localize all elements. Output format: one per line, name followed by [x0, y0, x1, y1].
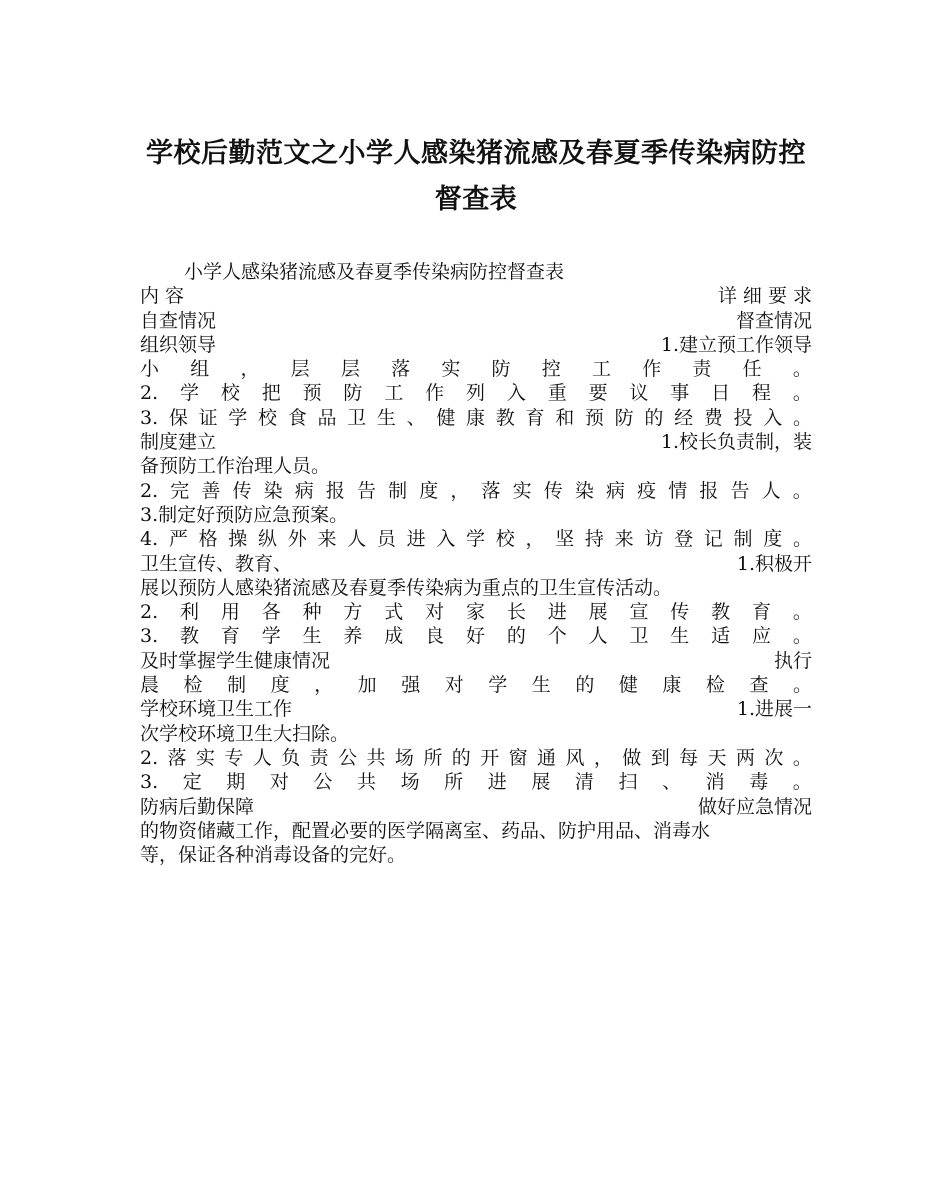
- header-content: 内 容: [140, 285, 185, 308]
- text-glyph: 公: [313, 771, 333, 794]
- section-system-item4: [140, 527, 812, 551]
- header-row-2: [140, 309, 812, 333]
- text-glyph: 教: [179, 625, 199, 648]
- section-health-row: [140, 649, 812, 673]
- text-glyph: 外: [287, 528, 307, 551]
- section-system-item3: 3.制定好预防应急预案。: [140, 503, 349, 526]
- text-glyph: 落: [167, 746, 187, 769]
- text-glyph: 扫: [618, 771, 638, 794]
- text-glyph: 对: [269, 771, 289, 794]
- section-environment-label: 学校环境卫生工作: [140, 698, 293, 721]
- text-glyph: 2.: [140, 382, 159, 405]
- text-glyph: 专: [224, 746, 244, 769]
- header-inspection: 督查情况: [735, 309, 812, 332]
- section-environment-item1-start: 1.进展一: [736, 698, 812, 721]
- section-org-row: [140, 333, 812, 357]
- text-glyph: 生: [376, 406, 396, 429]
- section-education-item3: [140, 624, 812, 648]
- text-glyph: 工: [384, 382, 404, 405]
- section-environment-row: [140, 697, 812, 721]
- text-glyph: 种: [302, 601, 322, 624]
- text-glyph: 到: [650, 746, 670, 769]
- text-glyph: 度: [270, 674, 290, 697]
- document-title-line2: 督查表: [434, 184, 518, 215]
- text-glyph: 每: [679, 746, 699, 769]
- text-glyph: 证: [198, 406, 218, 429]
- text-glyph: 共: [366, 746, 386, 769]
- text-glyph: 和: [555, 406, 575, 429]
- text-glyph: 对: [444, 674, 464, 697]
- text-glyph: 事: [670, 382, 690, 405]
- text-glyph: 强: [401, 674, 421, 697]
- text-glyph: 学: [466, 528, 486, 551]
- section-system-item2: [140, 479, 812, 503]
- text-glyph: 健: [436, 406, 456, 429]
- text-glyph: 持: [584, 528, 604, 551]
- text-glyph: 小: [140, 358, 160, 381]
- text-glyph: 卫: [629, 625, 649, 648]
- text-glyph: 检: [705, 674, 725, 697]
- text-glyph: 场: [400, 771, 420, 794]
- text-glyph: ，: [240, 358, 260, 381]
- text-glyph: 人: [761, 479, 781, 502]
- text-glyph: 防: [491, 358, 511, 381]
- header-row-1: [140, 284, 812, 308]
- text-glyph: 任: [742, 358, 762, 381]
- text-glyph: 方: [343, 601, 363, 624]
- text-glyph: 告: [357, 479, 377, 502]
- text-glyph: 的: [506, 625, 526, 648]
- text-glyph: 窗: [508, 746, 528, 769]
- text-glyph: 校: [495, 528, 515, 551]
- text-glyph: 要: [588, 382, 608, 405]
- text-glyph: 家: [466, 601, 486, 624]
- text-glyph: 次: [764, 746, 784, 769]
- text-glyph: 好: [466, 625, 486, 648]
- text-glyph: 作: [425, 382, 445, 405]
- text-glyph: 。: [792, 674, 812, 697]
- text-glyph: 情: [668, 479, 688, 502]
- section-system-label: 制度建立: [140, 431, 217, 454]
- text-glyph: 学: [228, 406, 248, 429]
- text-glyph: 。: [792, 625, 812, 648]
- text-glyph: 加: [357, 674, 377, 697]
- text-glyph: 校: [220, 382, 240, 405]
- text-glyph: 人: [588, 625, 608, 648]
- text-glyph: 。: [792, 406, 812, 429]
- text-glyph: 4.: [140, 528, 159, 551]
- text-glyph: 两: [735, 746, 755, 769]
- text-glyph: 展: [588, 601, 608, 624]
- text-glyph: 病: [294, 479, 314, 502]
- text-glyph: 2.: [140, 601, 159, 624]
- header-self-check: 自查情况: [140, 309, 217, 332]
- text-glyph: 层: [340, 358, 360, 381]
- text-glyph: 宣: [629, 601, 649, 624]
- text-glyph: 的: [644, 406, 664, 429]
- text-glyph: 良: [425, 625, 445, 648]
- text-glyph: 来: [317, 528, 337, 551]
- section-environment-item2: [140, 746, 812, 770]
- text-glyph: 度: [419, 479, 439, 502]
- section-education-row: [140, 552, 812, 576]
- text-glyph: 把: [261, 382, 281, 405]
- text-glyph: 议: [629, 382, 649, 405]
- text-glyph: 、: [662, 771, 682, 794]
- text-glyph: 毒: [749, 771, 769, 794]
- text-glyph: 3.: [140, 406, 159, 429]
- text-glyph: 利: [179, 601, 199, 624]
- text-glyph: 落: [481, 479, 501, 502]
- text-glyph: 生: [302, 625, 322, 648]
- text-glyph: 严: [168, 528, 188, 551]
- text-glyph: 实: [441, 358, 461, 381]
- text-glyph: 善: [201, 479, 221, 502]
- text-glyph: 完: [170, 479, 190, 502]
- text-glyph: 投: [733, 406, 753, 429]
- section-health-item1-start: 执行: [773, 649, 812, 672]
- text-glyph: 列: [466, 382, 486, 405]
- section-logistics-item1-end: 等，保证各种消毒设备的完好。: [140, 844, 407, 867]
- text-glyph: 制: [733, 528, 753, 551]
- text-glyph: 场: [394, 746, 414, 769]
- text-glyph: 适: [711, 625, 731, 648]
- text-glyph: 学: [261, 625, 281, 648]
- text-glyph: 报: [325, 479, 345, 502]
- text-glyph: 。: [792, 601, 812, 624]
- text-glyph: 工: [591, 358, 611, 381]
- text-glyph: 教: [711, 601, 731, 624]
- section-health-item1-cont: [140, 673, 812, 697]
- text-glyph: 传: [670, 601, 690, 624]
- text-glyph: 层: [290, 358, 310, 381]
- text-glyph: 3.: [140, 771, 159, 794]
- section-health-label: 及时掌握学生健康情况: [140, 649, 331, 672]
- text-glyph: 控: [541, 358, 561, 381]
- text-glyph: 检: [183, 674, 203, 697]
- text-glyph: 展: [531, 771, 551, 794]
- text-glyph: 程: [752, 382, 772, 405]
- text-glyph: ，: [314, 674, 334, 697]
- text-glyph: 期: [226, 771, 246, 794]
- text-glyph: 染: [263, 479, 283, 502]
- text-glyph: 费: [703, 406, 723, 429]
- text-glyph: 康: [662, 674, 682, 697]
- text-glyph: 成: [384, 625, 404, 648]
- text-glyph: 查: [749, 674, 769, 697]
- text-glyph: ，: [525, 528, 545, 551]
- text-glyph: 所: [423, 746, 443, 769]
- text-glyph: 。: [792, 746, 812, 769]
- text-glyph: 卫: [347, 406, 367, 429]
- text-glyph: 育: [220, 625, 240, 648]
- text-glyph: 对: [425, 601, 445, 624]
- text-glyph: 养: [343, 625, 363, 648]
- text-glyph: 格: [198, 528, 218, 551]
- text-glyph: 清: [574, 771, 594, 794]
- section-environment-item1-cont: 次学校环境卫生大扫除。: [140, 722, 350, 745]
- document-body: [140, 260, 812, 867]
- text-glyph: 实: [512, 479, 532, 502]
- text-glyph: 员: [376, 528, 396, 551]
- text-glyph: 防: [343, 382, 363, 405]
- text-glyph: ，: [593, 746, 613, 769]
- text-glyph: 度: [763, 528, 783, 551]
- text-glyph: 开: [480, 746, 500, 769]
- text-glyph: 制: [388, 479, 408, 502]
- text-glyph: 2.: [140, 746, 159, 769]
- text-glyph: 传: [232, 479, 252, 502]
- text-glyph: 育: [525, 406, 545, 429]
- text-glyph: 制: [227, 674, 247, 697]
- text-glyph: 康: [466, 406, 486, 429]
- text-glyph: 告: [730, 479, 750, 502]
- text-glyph: 应: [752, 625, 772, 648]
- text-glyph: 染: [574, 479, 594, 502]
- section-logistics-label: 防病后勤保障: [140, 795, 255, 818]
- text-glyph: 食: [287, 406, 307, 429]
- text-glyph: 学: [179, 382, 199, 405]
- text-glyph: 纵: [258, 528, 278, 551]
- text-glyph: 校: [258, 406, 278, 429]
- text-glyph: 。: [792, 358, 812, 381]
- text-glyph: 责: [692, 358, 712, 381]
- text-glyph: 责: [309, 746, 329, 769]
- text-glyph: 进: [406, 528, 426, 551]
- document-title-line1: 学校后勤范文之小学人感染猪流感及春夏季传染病防控: [146, 138, 806, 169]
- text-glyph: 共: [357, 771, 377, 794]
- text-glyph: 预: [584, 406, 604, 429]
- text-glyph: 操: [228, 528, 248, 551]
- text-glyph: 登: [674, 528, 694, 551]
- text-glyph: 落: [391, 358, 411, 381]
- text-glyph: 进: [487, 771, 507, 794]
- text-glyph: 记: [703, 528, 723, 551]
- text-glyph: 预: [302, 382, 322, 405]
- text-glyph: 入: [436, 528, 456, 551]
- section-environment-item3: [140, 770, 812, 794]
- text-glyph: 长: [506, 601, 526, 624]
- text-glyph: 进: [547, 601, 567, 624]
- text-glyph: 作: [642, 358, 662, 381]
- text-glyph: 疫: [637, 479, 657, 502]
- text-glyph: 。: [792, 528, 812, 551]
- text-glyph: 学: [488, 674, 508, 697]
- text-glyph: 生: [531, 674, 551, 697]
- text-glyph: 传: [543, 479, 563, 502]
- text-glyph: ，: [450, 479, 470, 502]
- text-glyph: 消: [705, 771, 725, 794]
- section-system-item1-start: 1.校长负责制，装: [660, 431, 812, 454]
- text-glyph: 人: [347, 528, 367, 551]
- text-glyph: 组: [190, 358, 210, 381]
- section-education-item2: [140, 600, 812, 624]
- text-glyph: 。: [792, 771, 812, 794]
- section-logistics-item1-start: 做好应急情况: [697, 795, 812, 818]
- text-glyph: 3.: [140, 625, 159, 648]
- text-glyph: 教: [495, 406, 515, 429]
- text-glyph: 定: [182, 771, 202, 794]
- text-glyph: 生: [670, 625, 690, 648]
- text-glyph: 。: [792, 479, 812, 502]
- text-glyph: 坚: [555, 528, 575, 551]
- text-glyph: 、: [406, 406, 426, 429]
- text-glyph: 报: [699, 479, 719, 502]
- text-glyph: 保: [168, 406, 188, 429]
- section-org-label: 组织领导: [140, 333, 217, 356]
- section-system-row: [140, 430, 812, 454]
- text-glyph: 式: [384, 601, 404, 624]
- section-education-label: 卫生宣传、教育、: [140, 552, 293, 575]
- section-org-item1-start: 1.建立预工作领导: [660, 333, 812, 356]
- text-glyph: 病: [606, 479, 626, 502]
- text-glyph: 。: [792, 382, 812, 405]
- text-glyph: 晨: [140, 674, 160, 697]
- text-glyph: 来: [614, 528, 634, 551]
- section-org-item2: [140, 381, 812, 405]
- section-org-item3: [140, 406, 812, 430]
- text-glyph: 入: [506, 382, 526, 405]
- text-glyph: 用: [220, 601, 240, 624]
- text-glyph: 通: [537, 746, 557, 769]
- text-glyph: 个: [547, 625, 567, 648]
- text-glyph: 人: [252, 746, 272, 769]
- text-glyph: 负: [281, 746, 301, 769]
- section-education-item1-start: 1.积极开: [736, 552, 812, 575]
- text-glyph: 的: [451, 746, 471, 769]
- text-glyph: 2.: [140, 479, 159, 502]
- text-glyph: 天: [707, 746, 727, 769]
- text-glyph: 风: [565, 746, 585, 769]
- text-glyph: 公: [338, 746, 358, 769]
- text-glyph: 做: [622, 746, 642, 769]
- text-glyph: 各: [261, 601, 281, 624]
- text-glyph: 健: [618, 674, 638, 697]
- text-glyph: 访: [644, 528, 664, 551]
- section-system-item1-cont: 备预防工作治理人员。: [140, 455, 331, 478]
- section-logistics-item1-cont: 的物资储藏工作，配置必要的医学隔离室、药品、防护用品、消毒水: [140, 819, 711, 842]
- text-glyph: 的: [575, 674, 595, 697]
- text-glyph: 重: [547, 382, 567, 405]
- section-education-item1-cont: 展以预防人感染猪流感及春夏季传染病为重点的卫生宣传活动。: [140, 576, 673, 599]
- text-glyph: 防: [614, 406, 634, 429]
- text-glyph: 育: [752, 601, 772, 624]
- header-requirements: 详 细 要 求: [717, 285, 812, 308]
- section-org-item1-cont: [140, 357, 812, 381]
- text-glyph: 入: [763, 406, 783, 429]
- section-logistics-row: [140, 795, 812, 819]
- text-glyph: 品: [317, 406, 337, 429]
- table-subtitle: 小学人感染猪流感及春夏季传染病防控督查表: [184, 261, 565, 283]
- text-glyph: 所: [444, 771, 464, 794]
- text-glyph: 日: [711, 382, 731, 405]
- text-glyph: 经: [674, 406, 694, 429]
- text-glyph: 实: [195, 746, 215, 769]
